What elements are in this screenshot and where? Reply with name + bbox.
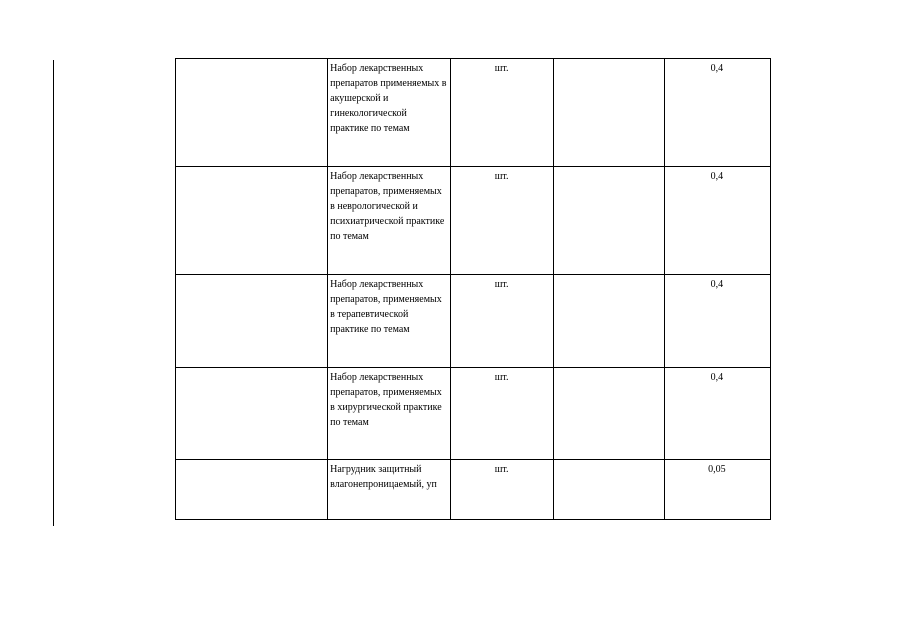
item-name-cell: Нагрудник защитный влагонепроницаемый, уп	[328, 460, 451, 520]
unit-cell: шт.	[451, 275, 554, 368]
item-name-cell: Набор лекарственных препаратов, применяемых в неврологической и психиатрической практике по темам	[328, 167, 451, 275]
quantity-cell: 0,4	[664, 59, 770, 167]
value-cell	[554, 460, 664, 520]
unit-cell: шт.	[451, 167, 554, 275]
item-name-cell: Набор лекарственных препаратов применяемых в акушерской и гинекологической практике по темам	[328, 59, 451, 167]
value-cell	[554, 167, 664, 275]
quantity-cell: 0,05	[664, 460, 770, 520]
item-name-cell: Набор лекарственных препаратов, применяемых в хирургической практике по темам	[328, 368, 451, 460]
item-name-cell: Набор лекарственных препаратов, применяемых в терапевтической практике по темам	[328, 275, 451, 368]
row-empty-cell	[176, 275, 328, 368]
unit-cell: шт.	[451, 460, 554, 520]
equipment-table	[175, 58, 771, 520]
unit-cell: шт.	[451, 368, 554, 460]
row-empty-cell	[176, 460, 328, 520]
quantity-cell: 0,4	[664, 167, 770, 275]
row-empty-cell	[176, 59, 328, 167]
page-margin-line	[53, 60, 54, 526]
value-cell	[554, 368, 664, 460]
unit-cell: шт.	[451, 59, 554, 167]
table-row	[176, 460, 771, 520]
quantity-cell: 0,4	[664, 275, 770, 368]
table-row	[176, 167, 771, 275]
quantity-cell: 0,4	[664, 368, 770, 460]
value-cell	[554, 59, 664, 167]
row-empty-cell	[176, 368, 328, 460]
table-row	[176, 59, 771, 167]
table-row	[176, 275, 771, 368]
row-empty-cell	[176, 167, 328, 275]
table-row	[176, 368, 771, 460]
value-cell	[554, 275, 664, 368]
